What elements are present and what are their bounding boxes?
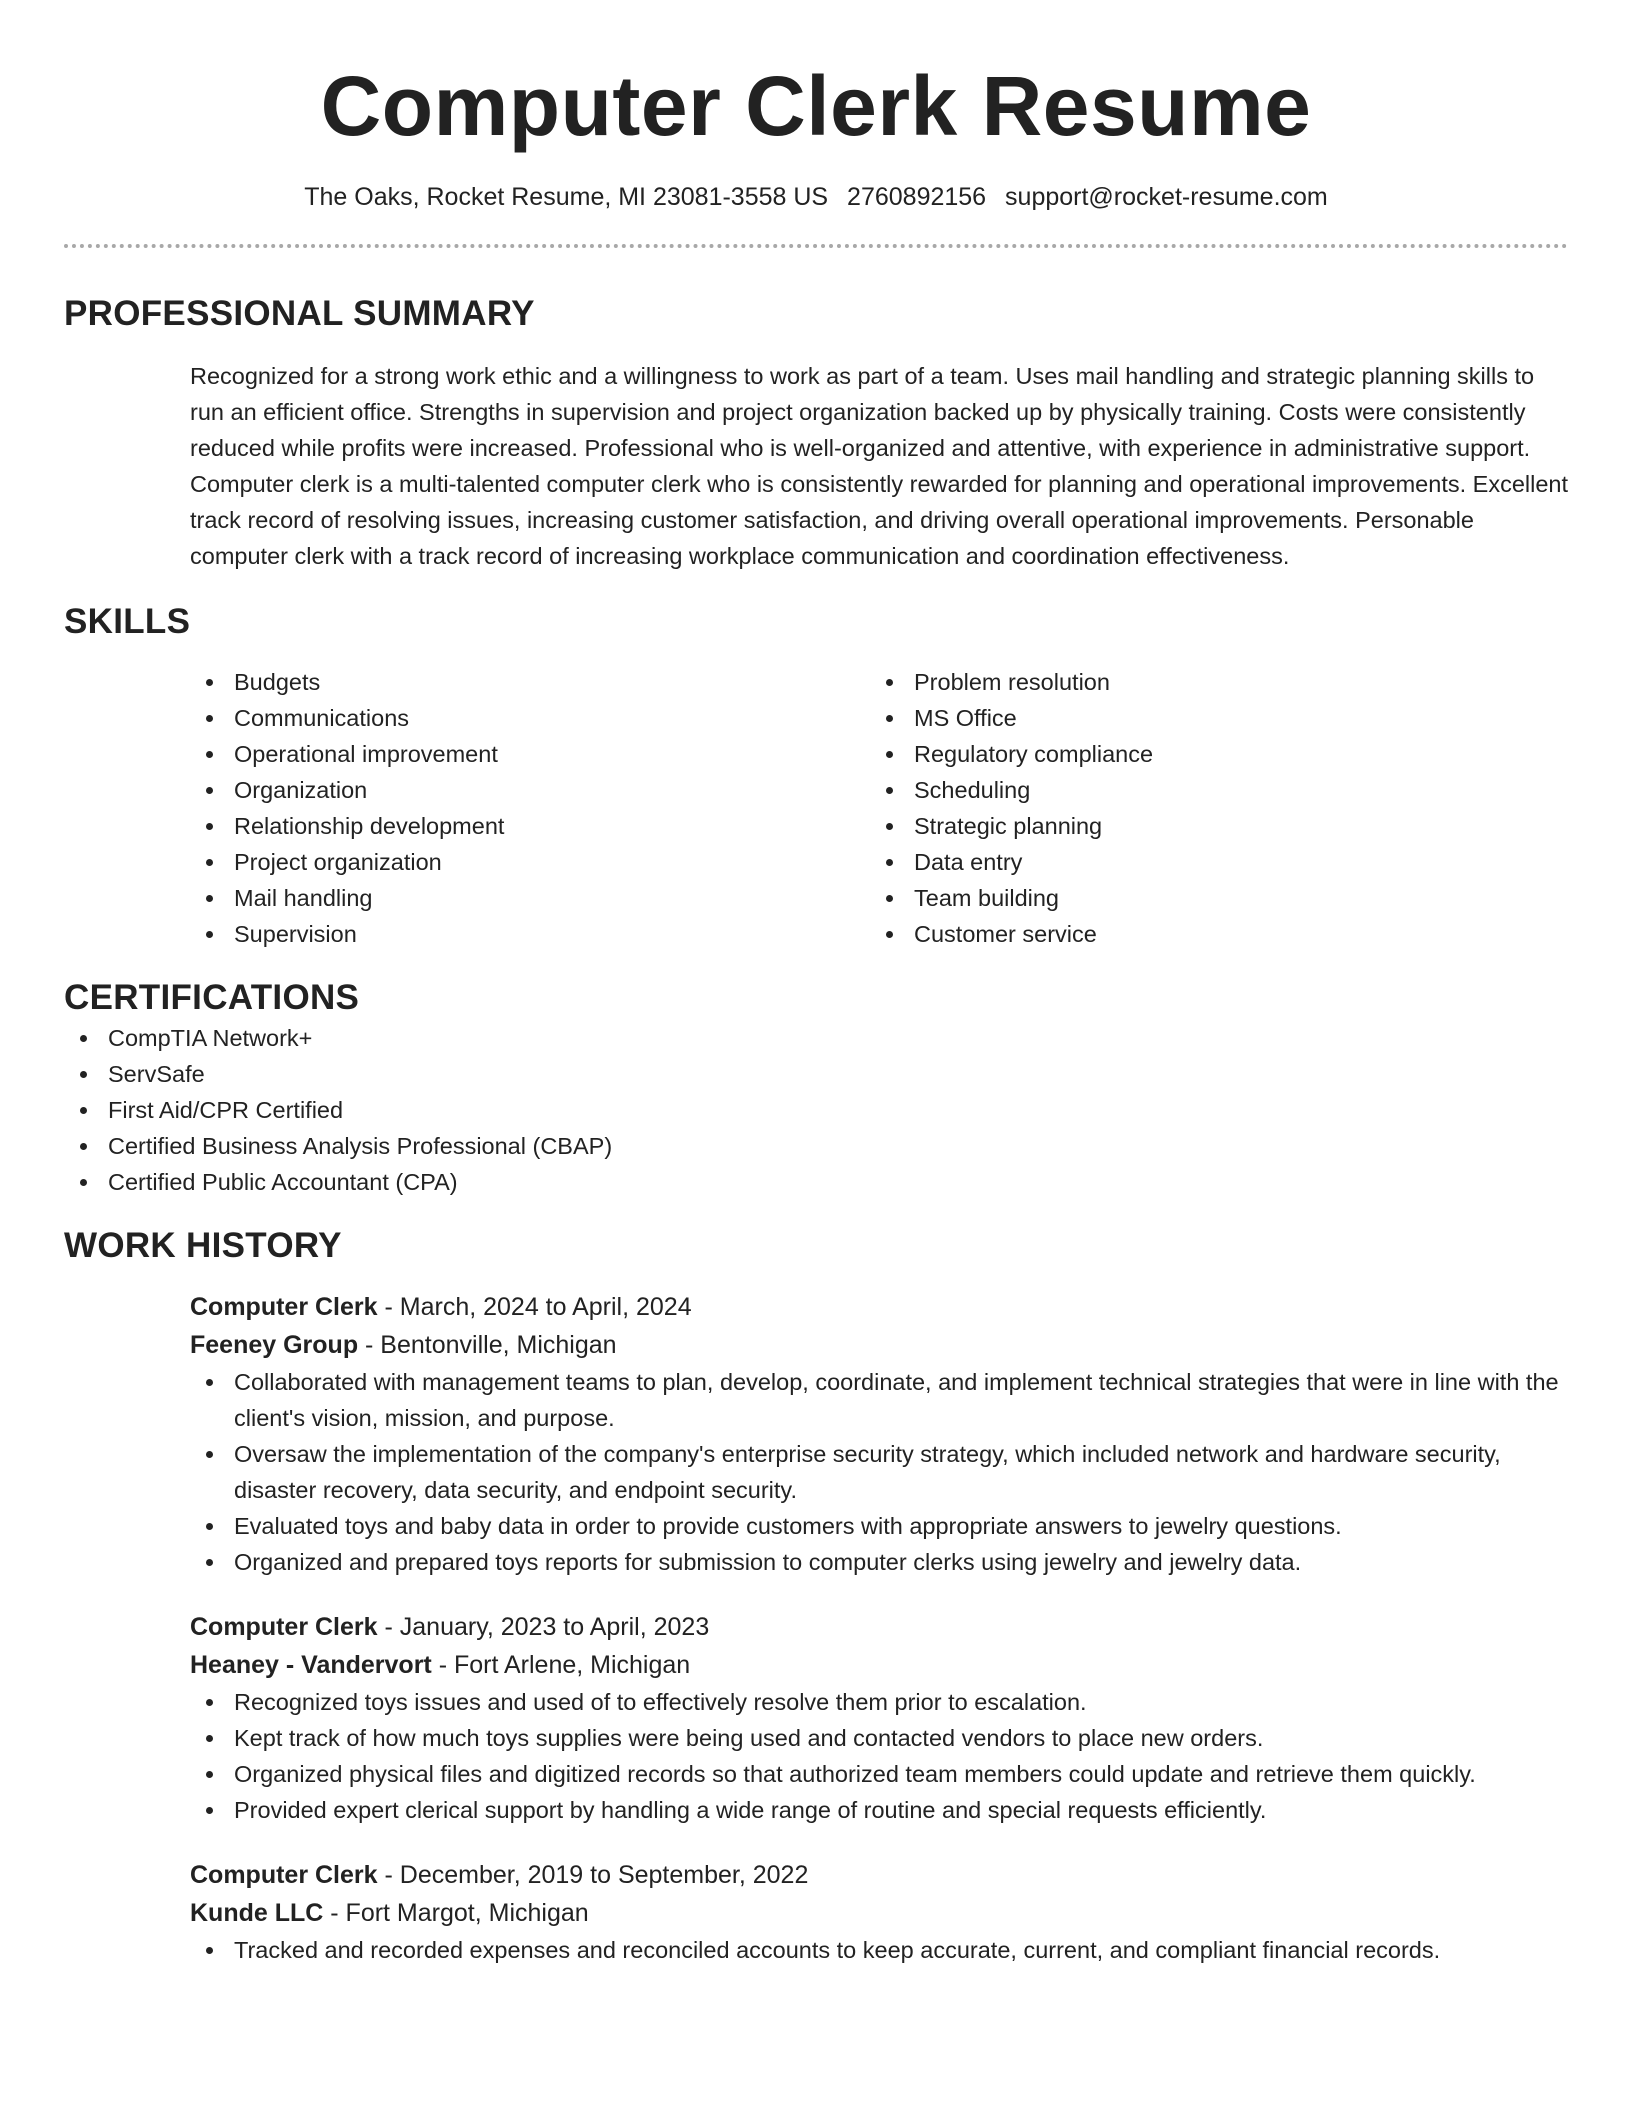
- skill-item: Scheduling: [870, 772, 1470, 808]
- skill-item: Mail handling: [190, 880, 870, 916]
- job-dates: - December, 2019 to September, 2022: [377, 1861, 809, 1889]
- skill-item: Relationship development: [190, 808, 870, 844]
- job-entry: [190, 1856, 1568, 1968]
- contact-address: The Oaks, Rocket Resume, MI 23081-3558 US: [304, 183, 829, 211]
- job-bullet: Evaluated toys and baby data in order to provide customers with appropriate answers to jewelry questions.: [190, 1508, 1568, 1544]
- job-location: - Fort Margot, Michigan: [323, 1899, 589, 1927]
- skills-heading: SKILLS: [64, 602, 191, 641]
- contact-email: support@rocket-resume.com: [1005, 183, 1328, 211]
- job-company-line: [190, 1894, 1568, 1932]
- job-title-line: [190, 1856, 1568, 1894]
- skill-item: Team building: [870, 880, 1470, 916]
- job-dates: - January, 2023 to April, 2023: [377, 1613, 710, 1641]
- skill-item: Project organization: [190, 844, 870, 880]
- job-title-line: [190, 1608, 1568, 1646]
- job-bullet: Kept track of how much toys supplies were being used and contacted vendors to place new orders.: [190, 1720, 1568, 1756]
- job-position: Computer Clerk: [190, 1293, 378, 1321]
- job-bullet: Organized physical files and digitized records so that authorized team members could update and retrieve them quickly.: [190, 1756, 1568, 1792]
- job-responsibilities: [190, 1932, 1568, 1968]
- job-title-line: [190, 1288, 1568, 1326]
- skill-item: Budgets: [190, 664, 870, 700]
- certification-item: Certified Public Accountant (CPA): [64, 1164, 1568, 1200]
- job-bullet: Collaborated with management teams to plan, develop, coordinate, and implement technical strategies that were in line with the client's vision, mission, and purpose.: [190, 1364, 1568, 1436]
- certification-item: Certified Business Analysis Professional (CBAP): [64, 1128, 1568, 1164]
- skill-item: Customer service: [870, 916, 1470, 952]
- skill-item: Strategic planning: [870, 808, 1470, 844]
- job-responsibilities: [190, 1684, 1568, 1828]
- contact-phone: 2760892156: [847, 183, 987, 211]
- job-dates: - March, 2024 to April, 2024: [377, 1293, 692, 1321]
- header-divider: [64, 244, 1568, 248]
- summary-text: Recognized for a strong work ethic and a willingness to work as part of a team. Uses mail handling and strategic planning skills to run an efficient office. Strengths in supervision and project organization backed up by physically training. Costs were consistently reduced while profits were increased. Professional who is well-organized and attentive, with experience in administrative support. Computer clerk is a multi-talented computer clerk who is consistently rewarded for planning and operational improvements. Excellent track record of resolving issues, increasing customer satisfaction, and driving overall operational improvements. Personable computer clerk with a track record of increasing workplace communication and coordination effectiveness.: [190, 363, 1569, 569]
- skill-item: Communications: [190, 700, 870, 736]
- job-bullet: Organized and prepared toys reports for submission to computer clerks using jewelry and jewelry data.: [190, 1544, 1568, 1580]
- skill-item: Operational improvement: [190, 736, 870, 772]
- skills-column-2: [870, 664, 1470, 952]
- job-location: - Fort Arlene, Michigan: [431, 1651, 691, 1679]
- contact-line: [64, 180, 1568, 214]
- skills-list: [64, 664, 1568, 952]
- job-company-line: [190, 1326, 1568, 1364]
- job-location: - Bentonville, Michigan: [358, 1331, 617, 1359]
- skill-item: Data entry: [870, 844, 1470, 880]
- job-position: Computer Clerk: [190, 1861, 378, 1889]
- job-bullet: Recognized toys issues and used of to effectively resolve them prior to escalation.: [190, 1684, 1568, 1720]
- skill-item: Organization: [190, 772, 870, 808]
- certifications-heading: CERTIFICATIONS: [64, 978, 360, 1017]
- skill-item: Supervision: [190, 916, 870, 952]
- work-history-heading: WORK HISTORY: [64, 1226, 342, 1265]
- job-company: Heaney - Vandervort: [190, 1651, 432, 1679]
- certification-item: ServSafe: [64, 1056, 1568, 1092]
- job-entry: [190, 1288, 1568, 1580]
- certification-item: First Aid/CPR Certified: [64, 1092, 1568, 1128]
- job-company: Feeney Group: [190, 1331, 359, 1359]
- job-company-line: [190, 1646, 1568, 1684]
- job-bullet: Provided expert clerical support by handling a wide range of routine and special requests efficiently.: [190, 1792, 1568, 1828]
- job-responsibilities: [190, 1364, 1568, 1580]
- certification-item: CompTIA Network+: [64, 1020, 1568, 1056]
- skill-item: Regulatory compliance: [870, 736, 1470, 772]
- job-bullet: Tracked and recorded expenses and reconciled accounts to keep accurate, current, and compliant financial records.: [190, 1932, 1568, 1968]
- job-bullet: Oversaw the implementation of the company's enterprise security strategy, which included network and hardware security, disaster recovery, data security, and endpoint security.: [190, 1436, 1568, 1508]
- job-entry: [190, 1608, 1568, 1828]
- job-position: Computer Clerk: [190, 1613, 378, 1641]
- skill-item: Problem resolution: [870, 664, 1470, 700]
- resume-title: Computer Clerk Resume: [320, 59, 1312, 153]
- skill-item: MS Office: [870, 700, 1470, 736]
- skills-column-1: [190, 664, 870, 952]
- summary-heading: PROFESSIONAL SUMMARY: [64, 294, 535, 333]
- job-company: Kunde LLC: [190, 1899, 324, 1927]
- certifications-list: [64, 1020, 1568, 1200]
